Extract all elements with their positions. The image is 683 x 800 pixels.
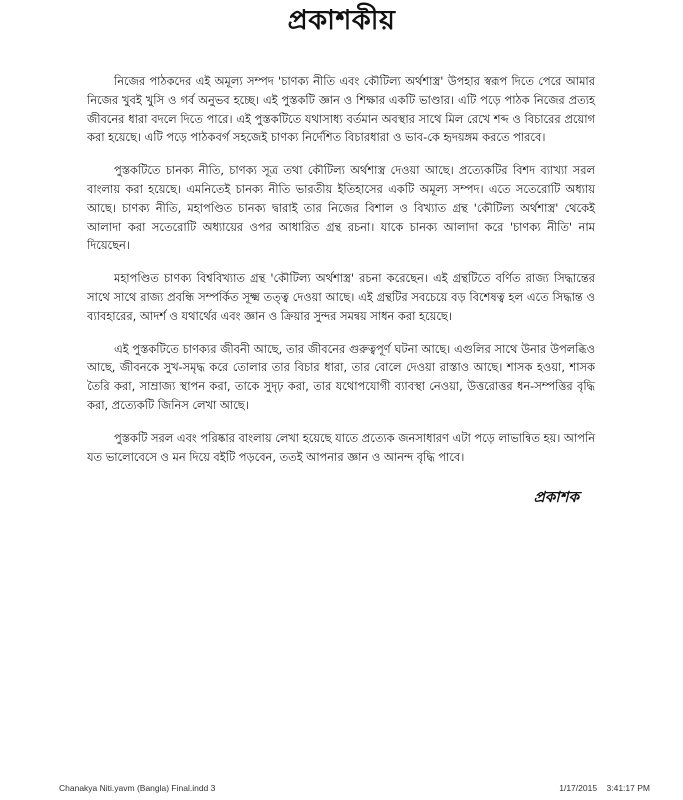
paragraph-5: পুস্তকটি সরল এবং পরিষ্কার বাংলায় লেখা হয়েছে যাতে প্রত্যেক জনসাধারণ এটা পড়ে লাভান্বিত হয়। আপনি যত ভালোবেসে ও মন দিয়ে বইটি পড়বেন, ততই আপনার জ্ঞান ও আনন্দ বৃদ্ধি পাবে।: [87, 430, 595, 464]
paragraph-3: মহাপণ্ডিত চাণক্য বিশ্ববিখ্যাত গ্রন্থ 'কৌটিল্য অর্থশাস্ত্র' রচনা করেছেন। এই গ্রন্থটিতে বর্ণিত রাজ্য সিদ্ধান্তের সাথে সাথে রাজ্য প্রবন্ধি সম্পর্কিত সূক্ষ্ম তত্ত্ব দেওয়া আছে। এই গ্রন্থটির সবচেয়ে বড় বিশেষত্ব হল এতে সিদ্ধান্ত ও ব্যাবহারের, আদর্শ ও যথার্থের এবং জ্ঞান ও ক্রিয়ার সুন্দর সমন্বয় সাধন করা হয়েছে।: [87, 271, 595, 323]
document-body: [87, 72, 595, 480]
paragraph-2: পুস্তকটিতে চানক্য নীতি, চাণক্য সূত্র তথা কৌটিল্য অর্থশাস্ত্র দেওয়া আছে। প্রত্যেকটির বিশদ ব্যাখ্যা সরল বাংলায় করা হয়েছে। এমনিতেই চানক্য নীতি ভারতীয় ইতিহাসের একটি অমূল্য সম্পদ। এতে সতেরোটি অধ্যায় আছে। চাণক্য নীতি, মহাপণ্ডিত চানক্য দ্বারাই তার নিজের বিশাল ও বিখ্যাত গ্রন্থ 'কৌটিল্য অর্থশাস্ত্র' থেকেই আলাদা করা সতেরোটি অধ্যায়ের ওপর আধারিত গ্রন্থ রচনা। যাকে চানক্য আলাদা করে 'চাণক্য নীতি' নাম দিয়েছেন।: [87, 163, 595, 253]
paragraph-1: নিজের পাঠকদের এই অমূল্য সম্পদ 'চাণক্য নীতি এবং কৌটিল্য অর্থশাস্ত্র' উপহার স্বরূপ দিতে পেরে আমার নিজের খুবই খুসি ও গর্ব অনুভব হচ্ছে। এই পুস্তকটি জ্ঞান ও শিক্ষার একটি ভাণ্ডার। এটি পড়ে পাঠক নিজের প্রত্যহ জীবনের ধারা বদলে দিতে পারে। এই পুস্তকটিতে যথাসাধ্য বর্তমান অবস্থার সাথে মিল রেখে শব্দ ও বিচারের প্রয়োগ করা হয়েছে। এটি পড়ে পাঠকবর্গ সহজেই চাণক্য নির্দেশিত বিচারধারা ও ভাব-কে হৃদয়ঙ্গম করতে পারবে।: [87, 74, 595, 145]
footer-timestamp: [559, 783, 650, 793]
publisher-signature: প্রকাশক: [533, 488, 579, 506]
footer-date: 1/17/2015: [559, 783, 598, 793]
print-footer: [0, 783, 683, 797]
paragraph-4: এই পুস্তকটিতে চাণক্যর জীবনী আছে, তার জীবনের গুরুত্বপূর্ণ ঘটনা আছে। এগুলির সাথে উনার উপলব্ধিও আছে, জীবনকে সুখ-সমৃদ্ধ করে তোলার তার বিচার ধারা, তার বোলে দেওয়া রাস্তাও আছে। শাসক হওয়া, শাসক তৈরি করা, সাম্রাজ্য স্থাপন করা, তাকে সুদৃঢ় করা, তার যথোপযোগী ব্যাবস্থা নেওয়া, উত্তরোত্তর ধন-সম্পত্তির বৃদ্ধি করা, প্রত্যেকটি জিনিস লেখা আছে।: [87, 341, 595, 412]
footer-file-name: Chanakya Niti.yavm (Bangla) Final.indd 3: [59, 783, 216, 793]
footer-time: 3:41:17 PM: [606, 783, 650, 793]
page-title: প্রকাশকীয়: [287, 5, 396, 36]
